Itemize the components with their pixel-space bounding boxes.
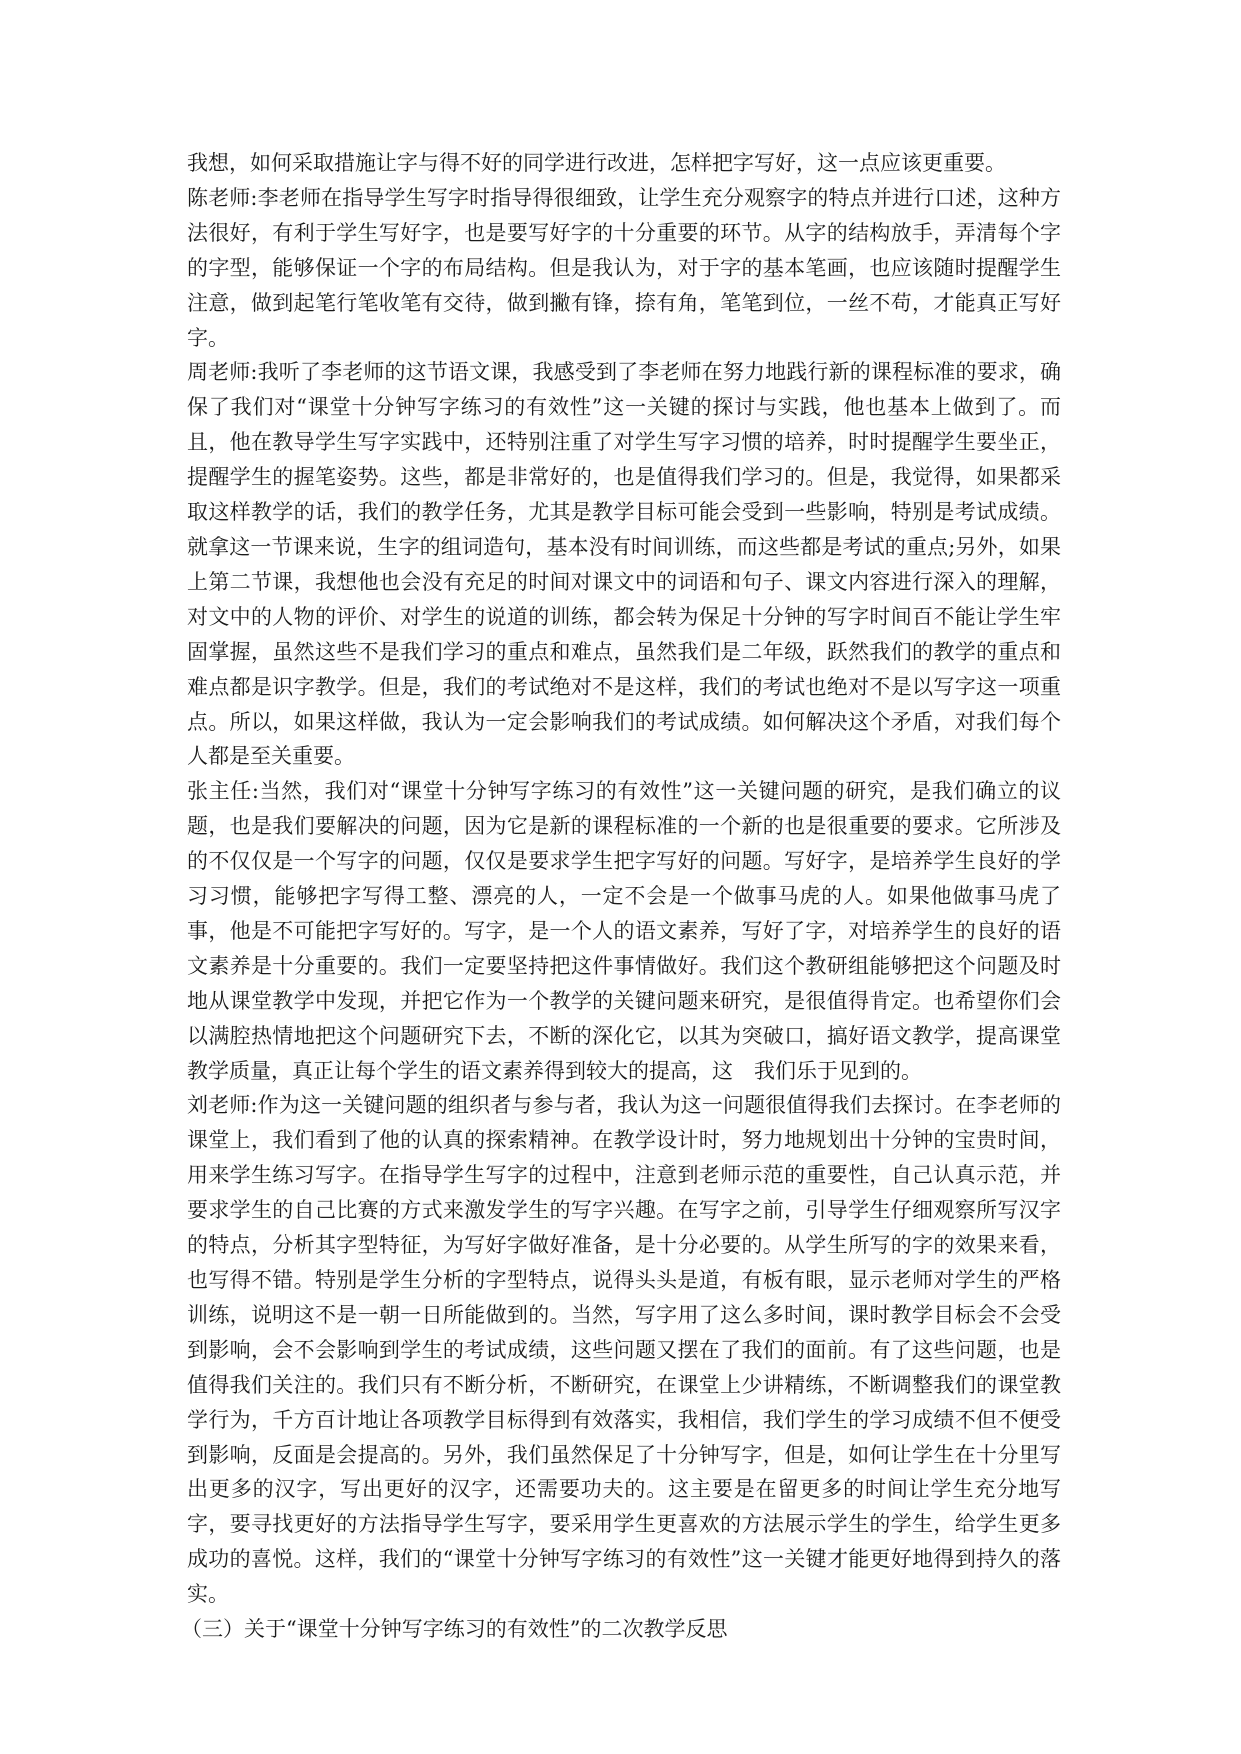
- paragraph-text: 我想，如何采取措施让字与得不好的同学进行改进，怎样把字写好，这一点应该更重要。: [187, 151, 1006, 175]
- section-heading: （三）关于“课堂十分钟写字练习的有效性”的二次教学反思: [181, 1617, 728, 1642]
- paragraph-text: 作为这一关键问题的组织者与参与者，我认为这一问题很值得我们去探讨。在李老师的课堂上，我们看到了他的认真的探索精神。在教学设计时，努力地规划出十分钟的宝贵时间，用来学生练习写字。在指导学生写字的过程中，注意到老师示范的重要性，自己认真示范，并要求学生的自己比赛的方式来激发学生的写字兴趣。在写字之前，引导学生仔细观察所写汉字的特点，分析其字型特征，为写好字做好准备，是十分必要的。从学生所写的字的效果来看，也写得不错。特别是学生分析的字型特点，说得头头是道，有板有眼，显示老师对学生的严格训练，说明这不是一朝一日所能做到的。当然，写字用了这么多时间，课时教学目标会不会受到影响，会不会影响到学生的考试成绩，这些问题又摆在了我们的面前。有了这些问题，也是值得我们关注的。我们只有不断分析，不断研究，在课堂上少讲精练，不断调整我们的课堂教学行为，千方百计地让各项教学目标得到有效落实，我相信，我们学生的学习成绩不但不便受到影响，反面是会提高的。另外，我们虽然保足了十分钟写字，但是，如何让学生在十分里写出更多的汉字，写出更好的汉字，还需要功夫的。这主要是在留更多的时间让学生充分地写字，要寻找更好的方法指导学生写字，要采用学生更喜欢的方法展示学生的学生，给学生更多成功的喜悦。这样，我们的“课堂十分钟写字练习的有效性”这一关键才能更好地得到持久的落实。: [187, 1093, 1062, 1607]
- paragraph-text: 李老师在指导学生写字时指导得很细致，让学生充分观察字的特点并进行口述，这种方法很好，有利于学生写好字，也是要写好字的十分重要的环节。从字的结构放手，弄清每个字的字型，能够保证一个字的布局结构。但是我认为，对于字的基本笔画，也应该随时提醒学生注意，做到起笔行笔收笔有交待，做到撇有锋，捺有角，笔笔到位，一丝不苟，才能真正写好字。: [187, 185, 1062, 350]
- paragraph-teacher-chen: [187, 181, 1061, 356]
- speaker-label: 刘老师:: [187, 1093, 258, 1118]
- document-page: [181, 146, 1062, 1647]
- speaker-label: 周老师:: [187, 360, 258, 385]
- paragraph-text: 当然，我们对“课堂十分钟写字练习的有效性”这一关键问题的研究，是我们确立的议题，也是我们要解决的问题，因为它是新的课程标准的一个新的也是很重要的要求。它所涉及的不仅仅是一个写字的问题，仅仅是要求学生把字写好的问题。写好字，是培养学生良好的学习习惯，能够把字写得工整、漂亮的人，一定不会是一个做事马虎的人。如果他做事马虎了事，他是不可能把字写好的。写字，是一个人的语文素养，写好了字，对培养学生的良好的语文素养是十分重要的。我们一定要坚持把这件事情做好。我们这个教研组能够把这个问题及时地从课堂教学中发现，并把它作为一个教学的关键问题来研究，是很值得肯定。也希望你们会以满腔热情地把这个问题研究下去，不断的深化它，以其为突破口，搞好语文教学，提高课堂教学质量，真正让每个学生的语文素养得到较大的提高，这 我们乐于见到的。: [187, 779, 1062, 1083]
- paragraph-director-zhang: [187, 774, 1061, 1088]
- paragraph-text: 我听了李老师的这节语文课，我感受到了李老师在努力地践行新的课程标准的要求，确保了我们对“课堂十分钟写字练习的有效性”这一关键的探讨与实践，他也基本上做到了。而且，他在教导学生写字实践中，还特别注重了对学生写字习惯的培养，时时提醒学生要坐正，提醒学生的握笔姿势。这些，都是非常好的，也是值得我们学习的。但是，我觉得，如果都采取这样教学的话，我们的教学任务，尤其是教学目标可能会受到一些影响，特别是考试成绩。就拿这一节课来说，生字的组词造句，基本没有时间训练，而这些都是考试的重点;另外，如果上第二节课，我想他也会没有充足的时间对课文中的词语和句子、课文内容进行深入的理解，对文中的人物的评价、对学生的说道的训练，都会转为保足十分钟的写字时间百不能让学生牢固掌握，虽然这些不是我们学习的重点和难点，虽然我们是二年级，跃然我们的教学的重点和难点都是识字教学。但是，我们的考试绝对不是这样，我们的考试也绝对不是以写字这一项重点。所以，如果这样做，我认为一定会影响我们的考试成绩。如何解决这个矛盾，对我们每个人都是至关重要。: [187, 360, 1062, 769]
- paragraph-intro: [187, 146, 1061, 181]
- paragraph-teacher-liu: [187, 1088, 1061, 1612]
- speaker-label: 陈老师:: [187, 185, 258, 210]
- paragraph-teacher-zhou: [187, 355, 1061, 774]
- speaker-label: 张主任:: [187, 779, 260, 804]
